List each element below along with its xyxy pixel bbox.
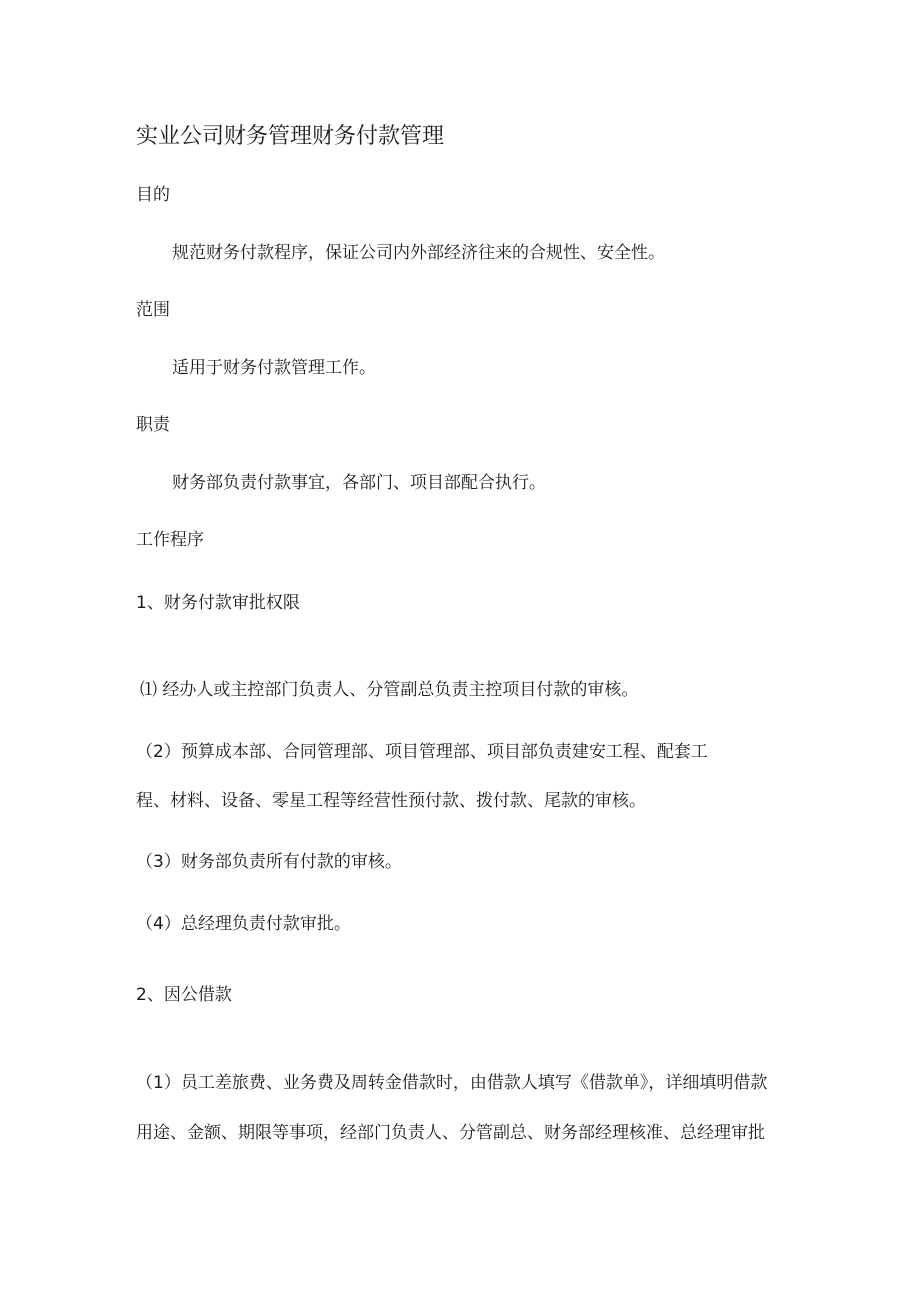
procedure-part1-item4: （4）总经理负责付款审批。 [136, 914, 351, 934]
procedure-part2-item1-line1: （1）员工差旅费、业务费及周转金借款时，由借款人填写《借款单》，详细填明借款 [136, 1073, 768, 1093]
purpose-body: 规范财务付款程序，保证公司内外部经济往来的合规性、安全性。 [172, 243, 665, 263]
procedure-part1-heading: 1、财务付款审批权限 [136, 593, 300, 613]
section-heading-purpose: 目的 [136, 185, 170, 205]
section-heading-procedure: 工作程序 [136, 530, 204, 550]
section-heading-duties: 职责 [136, 415, 170, 435]
procedure-part1-item3: （3）财务部负责所有付款的审核。 [136, 852, 402, 872]
procedure-part1-item2-line2: 程、材料、设备、零星工程等经营性预付款、拨付款、尾款的审核。 [136, 791, 646, 811]
scope-body: 适用于财务付款管理工作。 [172, 358, 376, 378]
procedure-part1-item1: ⑴ 经办人或主控部门负责人、分管副总负责主控项目付款的审核。 [140, 680, 639, 700]
procedure-part2-item1-line2: 用途、金额、期限等事项，经部门负责人、分管副总、财务部经理核准、总经理审批 [136, 1123, 765, 1143]
page-title: 实业公司财务管理财务付款管理 [136, 124, 445, 149]
procedure-part2-heading: 2、因公借款 [136, 985, 232, 1005]
duties-body: 财务部负责付款事宜，各部门、项目部配合执行。 [172, 473, 546, 493]
procedure-part1-item2-line1: （2）预算成本部、合同管理部、项目管理部、项目部负责建安工程、配套工 [136, 742, 708, 762]
section-heading-scope: 范围 [136, 300, 170, 320]
